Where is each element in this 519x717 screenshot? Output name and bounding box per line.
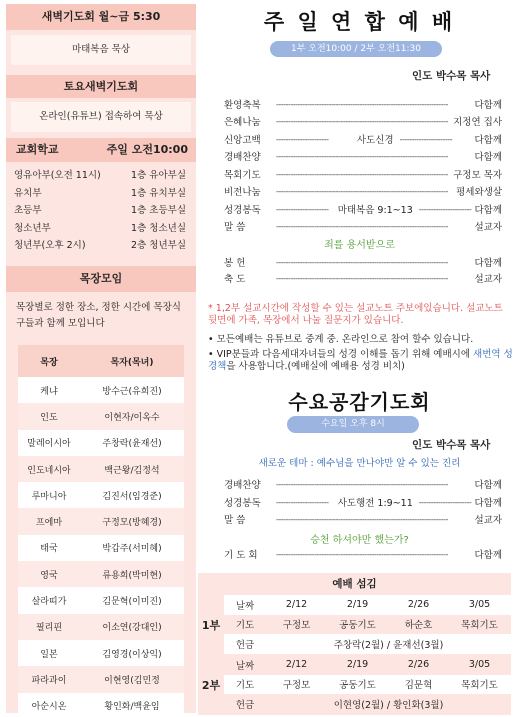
table-row: 인도 이현자/이옥수 bbox=[18, 403, 184, 429]
table-row: 프에마 구정모(방혜경) bbox=[18, 508, 184, 534]
wednesday-sermon-title: 승천 하셔야만 했는가? bbox=[310, 535, 409, 546]
church-school-list bbox=[6, 167, 196, 255]
youtube-notice: • 모든예배는 유튜브로 중계 중. 온라인으로 참여 할수 있습니다. bbox=[208, 334, 474, 345]
sat-prayer-content: 온라인(유튜브) 접속하여 묵상 bbox=[11, 102, 191, 132]
service-group-label: 2부 bbox=[201, 678, 221, 692]
order-row: 환영축복 ------------------------------------------------------------------------ 다함께 bbox=[224, 99, 502, 111]
order-row: 기 도 회 ------------------------------------------------------------------------ 다함께 bbox=[224, 549, 502, 561]
table-row: 말레이시아 주창락(윤재선) bbox=[27, 439, 162, 450]
table-row: 헌금 주창락(2월) / 윤재선(3월) bbox=[224, 634, 511, 654]
wednesday-theme: 새로운 테마 : 예수님을 만나야만 알 수 있는 진리 bbox=[258, 458, 461, 469]
wednesday-preacher: 인도 박수목 목사 bbox=[412, 439, 491, 451]
order-row: 은혜나눔 ------------------------------------------------------------------------ 지정연 집사 bbox=[224, 116, 502, 128]
sunday-sermon-title: 죄를 용서받으로 bbox=[324, 240, 395, 251]
service-group-label: 1부 bbox=[201, 618, 221, 632]
sunday-preacher: 인도 박수목 목사 bbox=[412, 70, 491, 82]
order-row: 신앙고백 ---------------------- 사도신경 ---------------------- 다함께 bbox=[224, 134, 502, 146]
table-row: 케냐 방수근(유희진) bbox=[40, 386, 162, 397]
wednesday-time: 수요일 오후 8시 bbox=[287, 416, 419, 433]
order-row: 목회기도 ------------------------------------------------------------------------ 구정모 목자 bbox=[224, 169, 502, 181]
church-school-row: 청년부(오후 2시) 2층 청년부실 bbox=[14, 240, 186, 251]
order-row: 성경봉독 ---------------------- 사도행전 1:9~11 ---------------------- 다함께 bbox=[224, 497, 503, 509]
table-row: 태국 박갑주(서미혜) bbox=[40, 544, 162, 555]
church-school-title: 교회학교 bbox=[16, 143, 59, 156]
bible-notice: • VIP분들과 다음세대자녀들의 성경 이해를 돕기 위해 예배시에 새번역 성경책을 사용합니다.(예배실에 예배용 성경 비치) bbox=[208, 349, 513, 372]
order-row: 축 도 ------------------------------------------------------------------------ 설교자 bbox=[224, 273, 502, 285]
table-row: 루마니아 김진서(임경준) bbox=[31, 491, 162, 502]
sunday-times: 1부 오전10:00 / 2부 오전11:30 bbox=[270, 41, 442, 57]
church-school-header bbox=[6, 138, 196, 162]
sat-prayer-title: 토요새벽기도회 bbox=[6, 75, 196, 98]
table-row: 파라과이 이현영(김민정 bbox=[18, 666, 184, 692]
church-school-row: 영유아부(오전 11시) 1층 유아부실 bbox=[14, 170, 186, 181]
table-row: 헌금 이현영(2월) / 황인화(3월) bbox=[224, 694, 511, 714]
service-table bbox=[198, 573, 511, 715]
left-sidebar bbox=[6, 4, 196, 713]
table-row: 기도 구정모 공동기도 하순호 목회기도 bbox=[224, 615, 511, 635]
service-group-2 bbox=[198, 655, 511, 714]
cell-meeting-desc: 목장별로 정한 장소, 정한 시간에 목장식구들과 함께 모입니다 bbox=[16, 302, 181, 329]
cell-meeting-title: 목장모임 bbox=[6, 266, 196, 292]
cell-table-header: 목장 목자(목녀) bbox=[18, 345, 184, 377]
wednesday-title: 수요공감기도회 bbox=[288, 390, 431, 414]
table-row: 날짜 2/12 2/19 2/26 3/05 bbox=[224, 655, 511, 675]
order-row: 말 씀 ------------------------------------------------------------------------ 설교자 bbox=[224, 221, 502, 233]
service-table-title: 예배 섬김 bbox=[332, 578, 377, 590]
church-school-row: 청소년부 1층 청소년실 bbox=[14, 222, 186, 234]
table-row: 아순시온 황인화/백윤임 bbox=[31, 702, 160, 713]
order-row: 말 씀 ------------------------------------------------------------------------ 설교자 bbox=[224, 514, 502, 526]
church-school-row: 초등부 1층 초등부실 bbox=[14, 205, 186, 216]
order-row: 성경봉독 ---------------------- 마태복음 9:1~13 ---------------------- 다함께 bbox=[224, 204, 503, 216]
church-school-time: 주일 오전10:00 bbox=[106, 143, 188, 156]
table-row: 필리핀 이소연(강대인) bbox=[18, 614, 184, 640]
dawn-prayer-content: 마태복음 묵상 bbox=[11, 35, 191, 65]
table-row: 기도 구정모 공동기도 김문혁 목회기도 bbox=[224, 675, 511, 695]
cell-table bbox=[18, 345, 184, 717]
sunday-title: 주 일 연 합 예 배 bbox=[263, 10, 456, 34]
dawn-prayer-title: 새벽기도회 월~금 5:30 bbox=[6, 4, 196, 30]
service-group-1 bbox=[198, 595, 511, 654]
table-row: 일본 김영경(이상익) bbox=[40, 649, 162, 660]
table-row: 인도네시아 백근왕/김정석 bbox=[18, 456, 184, 482]
order-row: 비전나눔 ------------------------------------------------------------------------ 평세와생살 bbox=[224, 186, 502, 198]
table-row: 영국 류용희(박미현) bbox=[18, 561, 184, 587]
church-school-row: 유치부 1층 유치부실 bbox=[14, 187, 186, 199]
table-row: 살라띠가 김문혁(이미진) bbox=[31, 597, 162, 608]
order-row: 경배찬양 ------------------------------------------------------------------------ 다함께 bbox=[224, 479, 502, 491]
sermon-note-notice: * 1,2부 설교시간에 작성할 수 있는 설교노트 주보에있습니다. 설교노트 뒷면에 가족, 목장에서 나눌 질문지가 있습니다. bbox=[208, 303, 503, 326]
order-row: 경배찬양 ------------------------------------------------------------------------ 다함께 bbox=[224, 151, 502, 163]
order-row: 봉 헌 ------------------------------------------------------------------------ 다함께 bbox=[224, 257, 502, 269]
table-row: 날짜 2/12 2/19 2/26 3/05 bbox=[224, 595, 511, 615]
